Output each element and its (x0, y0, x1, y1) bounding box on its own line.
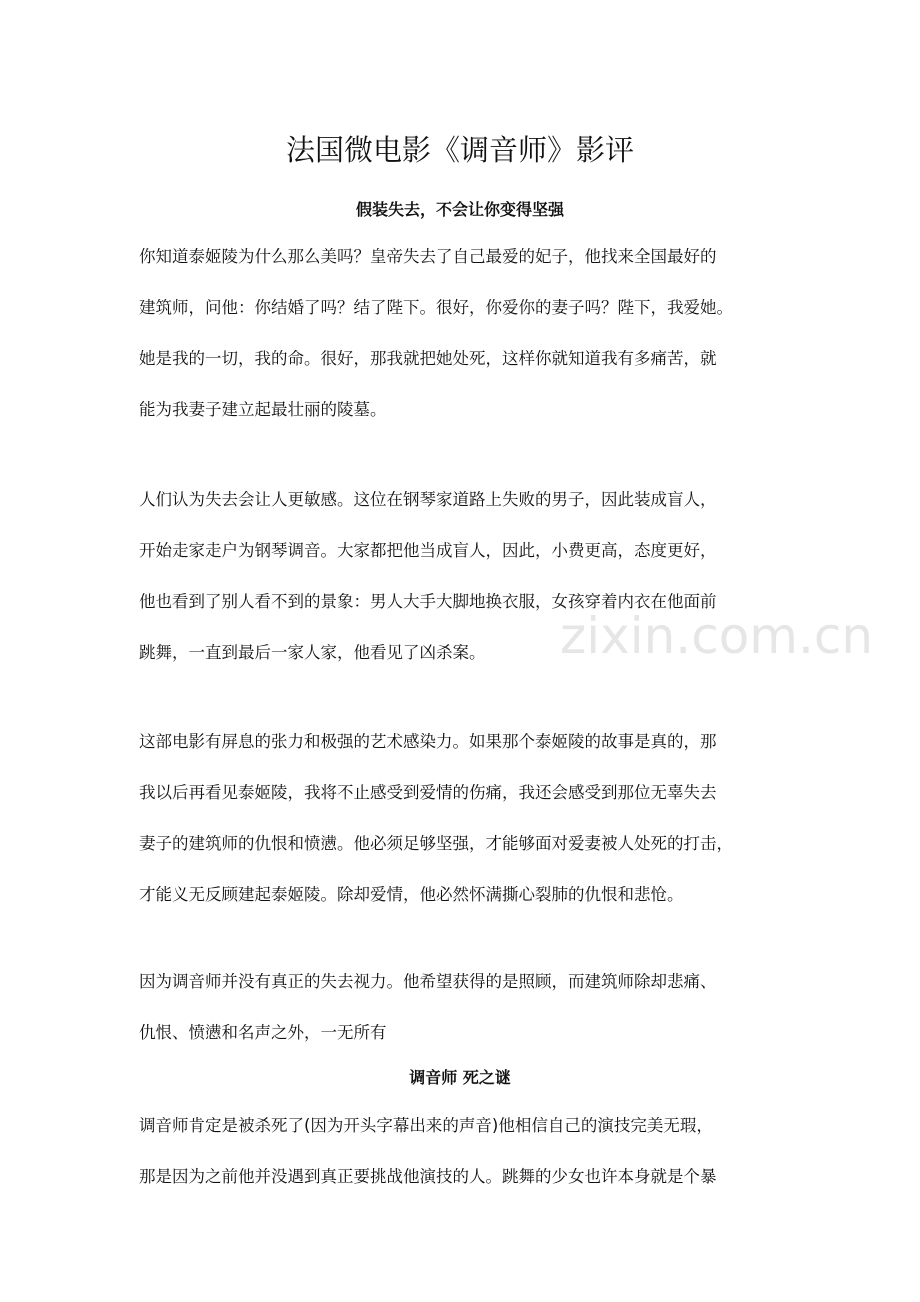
paragraph-line: 你知道泰姬陵为什么那么美吗？皇帝失去了自己最爱的妃子，他找来全国最好的 (139, 247, 717, 266)
paragraph-line: 因为调音师并没有真正的失去视力。他希望获得的是照顾，而建筑师除却悲痛、 (139, 972, 717, 991)
paragraph-line: 开始走家走户为钢琴调音。大家都把他当成盲人，因此，小费更高，态度更好， (139, 541, 717, 560)
paragraph-line: 能为我妻子建立起最壮丽的陵墓。 (139, 400, 387, 419)
paragraph-line: 那是因为之前他并没遇到真正要挑战他演技的人。跳舞的少女也许本身就是个暴 (139, 1167, 717, 1186)
paragraph-line: 她是我的一切，我的命。很好，那我就把她处死，这样你就知道我有多痛苦，就 (139, 349, 717, 368)
paragraph-1 (139, 240, 787, 444)
paragraph-line: 这部电影有屏息的张力和极强的艺术感染力。如果那个泰姬陵的故事是真的，那 (139, 732, 717, 751)
paragraph-line: 人们认为失去会让人更敏感。这位在钢琴家道路上失败的男子，因此装成盲人， (139, 490, 717, 509)
paragraph-2 (139, 483, 787, 687)
paragraph-4 (139, 965, 787, 1067)
paragraph-5 (139, 1109, 787, 1211)
paragraph-3 (139, 725, 787, 929)
page-title: 法国微电影《调音师》影评 (285, 133, 634, 167)
section-heading-2: 调音师 死之谜 (409, 1068, 511, 1087)
paragraph-line: 他也看到了别人看不到的景象：男人大手大脚地换衣服，女孩穿着内衣在他面前 (139, 592, 717, 611)
paragraph-line: 调音师肯定是被杀死了(因为开头字幕出来的声音)他相信自己的演技完美无瑕， (139, 1116, 713, 1135)
paragraph-line: 仇恨、愤懑和名声之外，一无所有 (139, 1023, 387, 1042)
section-heading-1: 假装失去，不会让你变得坚强 (355, 200, 564, 219)
watermark: zixin.com.cn (560, 607, 874, 665)
paragraph-line: 才能义无反顾建起泰姬陵。除却爱情，他必然怀满撕心裂肺的仇恨和悲怆。 (139, 885, 684, 904)
paragraph-line: 跳舞，一直到最后一家人家，他看见了凶杀案。 (139, 643, 486, 662)
paragraph-line: 我以后再看见泰姬陵，我将不止感受到爱情的伤痛，我还会感受到那位无辜失去 (139, 783, 717, 802)
paragraph-line: 建筑师，问他：你结婚了吗？结了陛下。很好，你爱你的妻子吗？陛下，我爱她。 (139, 298, 733, 317)
paragraph-line: 妻子的建筑师的仇恨和愤懑。他必须足够坚强，才能够面对爱妻被人处死的打击， (139, 834, 733, 853)
